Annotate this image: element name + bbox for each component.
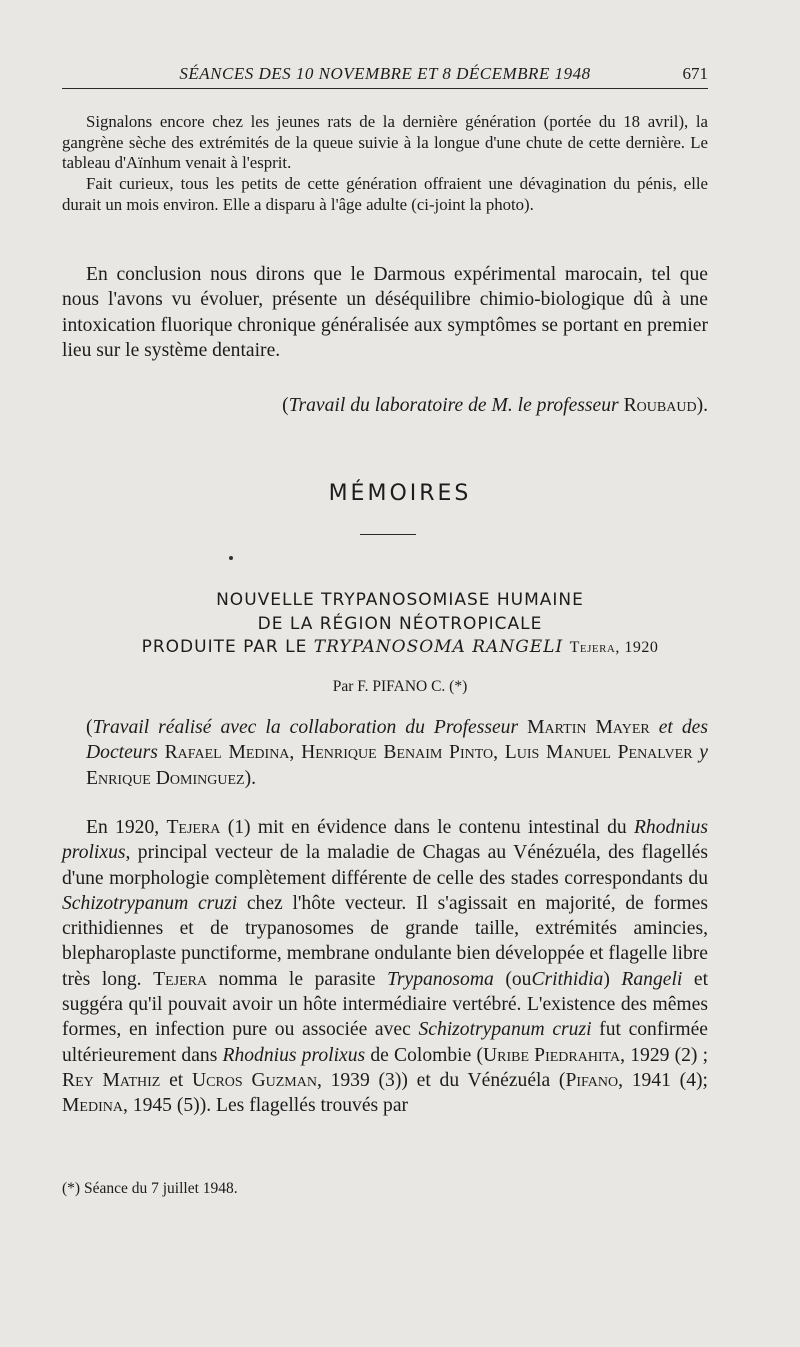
section-title: MÉMOIRES (328, 481, 472, 506)
paragraph-gangrene: Signalons encore chez les jeunes rats de la dernière génération (portée du 18 avril), la gangrène sèche des extrémités de la queue suivie à la longue d'une chute de cette dernière. Le tableau d'Aïnhum venait à l'esprit. (62, 112, 708, 173)
text-run: , 1945 (5)). Les flagellés trouvés par (122, 1095, 409, 1117)
section-divider (360, 534, 416, 535)
text-run: (ou (505, 968, 532, 990)
species-rangeli: Rangeli (621, 968, 683, 990)
text-run: chez l'hôte vecteur. Il s'agissait en majorité, de formes crithidiennes et de trypanosomes de grande taille, extrémités amincies, blepharoplaste punctiforme, membrane ondulante bien développée et flagelle libre très long. (62, 892, 708, 990)
collab-lead: Travail réalisé avec la collaboration du Professeur (92, 717, 519, 738)
author-tejera: Tejera (166, 817, 221, 838)
text-run: , 1929 (2) ; (620, 1044, 709, 1066)
collab-name-dominguez: Enrique Dominguez (86, 767, 245, 789)
paragraph-observations (62, 112, 708, 216)
footnote: (*) Séance du 7 juillet 1948. (62, 1180, 238, 1197)
article-title-year: , 1920 (615, 639, 659, 656)
author-medina: Medina (62, 1095, 123, 1117)
text-run: et (169, 1069, 184, 1091)
paragraph-conclusion: En conclusion nous dirons que le Darmous expérimental marocain, tel que nous l'avons vu évoluer, présente un déséquilibre chimio-biologique dû à une intoxication fluorique chronique généralisée aux symptômes se portant en premier lieu sur le système dentaire. (62, 264, 708, 361)
collab-y: y (699, 742, 708, 764)
collab-close: ). (244, 767, 256, 789)
running-header (62, 64, 708, 89)
species-rhodnius: Rhodnius prolixus (62, 817, 708, 864)
species-rhodnius: Rhodnius prolixus (222, 1044, 366, 1066)
genus-crithidia: Crithidia (531, 968, 604, 990)
author-uribe: Uribe Piedrahita (482, 1044, 621, 1066)
collab-name-penalver: Luis Manuel Penalver (504, 742, 693, 764)
text-run: de Colombie ( (370, 1044, 483, 1066)
author-tejera: Tejera (153, 968, 208, 990)
page-number: 671 (682, 64, 708, 83)
author-pifano: Pifano (565, 1069, 619, 1091)
paragraph-introduction (62, 815, 708, 1119)
paragraph-devagination: Fait curieux, tous les petits de cette génération offraient une dévagination du pénis, elle durait un mois environ. Elle a disparu à l'âge adulte (ci-joint la photo). (62, 174, 708, 214)
text-run: et suggéra qu'il pouvait avoir un hôte intermédiaire vertébré. L'existence des mêmes formes, en infection pure ou associée avec (62, 968, 709, 1041)
collab-mid: et des Docteurs (86, 717, 708, 764)
lab-credit-close: ). (696, 395, 708, 416)
lab-credit-text: Travail du laboratoire de M. le professeur (288, 395, 619, 416)
text-run: nomma le parasite (218, 968, 376, 990)
article-title-line3 (0, 636, 800, 660)
collab-name-pinto: Henrique Benaim Pinto (301, 742, 494, 764)
article-title-line2: DE LA RÉGION NÉOTROPICALE (257, 613, 543, 634)
article-title-prefix: PRODUITE PAR LE (141, 637, 308, 657)
collab-sep1: , (289, 742, 295, 764)
lab-credit-name: Roubaud (623, 395, 697, 416)
species-schizotrypanum: Schizotrypanum cruzi (62, 892, 238, 914)
article-title (0, 589, 800, 660)
article-title-authority: Tejera (569, 639, 616, 656)
lab-credit (62, 395, 708, 417)
species-schizotrypanum: Schizotrypanum cruzi (418, 1019, 592, 1041)
collab-sep2: , (493, 742, 499, 764)
text-run: , principal vecteur de la maladie de Chagas au Vénézuéla, des flagellés d'une morphologie complètement différente de celle des stades correspondants du (62, 842, 708, 889)
running-title: SÉANCES DES 10 NOVEMBRE ET 8 DÉCEMBRE 1948 (179, 64, 591, 83)
text-run: , 1941 (4); (618, 1069, 708, 1091)
collaboration-note (62, 715, 708, 791)
genus-trypanosoma: Trypanosoma (387, 968, 494, 990)
article-title-line1: NOUVELLE TRYPANOSOMIASE HUMAINE (216, 590, 584, 610)
article-title-species: TRYPANOSOMA RANGELI (313, 637, 564, 657)
lab-credit-open: ( (282, 395, 289, 416)
author-rey: Rey Mathiz (62, 1069, 161, 1091)
text-run: ) (603, 968, 610, 990)
author-ucros: Ucros Guzman (191, 1069, 317, 1091)
ink-dot (229, 556, 233, 560)
collab-name-mayer: Martin Mayer (527, 717, 650, 738)
article-byline: Par F. PIFANO C. (*) (332, 678, 468, 695)
text-run: fut confirmée ultérieurement dans (62, 1019, 708, 1066)
text-run: (1) mit en évidence dans le contenu intestinal du (227, 817, 627, 838)
text-run: , 1939 (3)) et du Vénézuéla ( (316, 1069, 566, 1091)
collab-name-medina: Rafael Medina (164, 742, 290, 764)
collab-open: ( (86, 717, 93, 738)
text-run: En 1920, (86, 817, 160, 838)
